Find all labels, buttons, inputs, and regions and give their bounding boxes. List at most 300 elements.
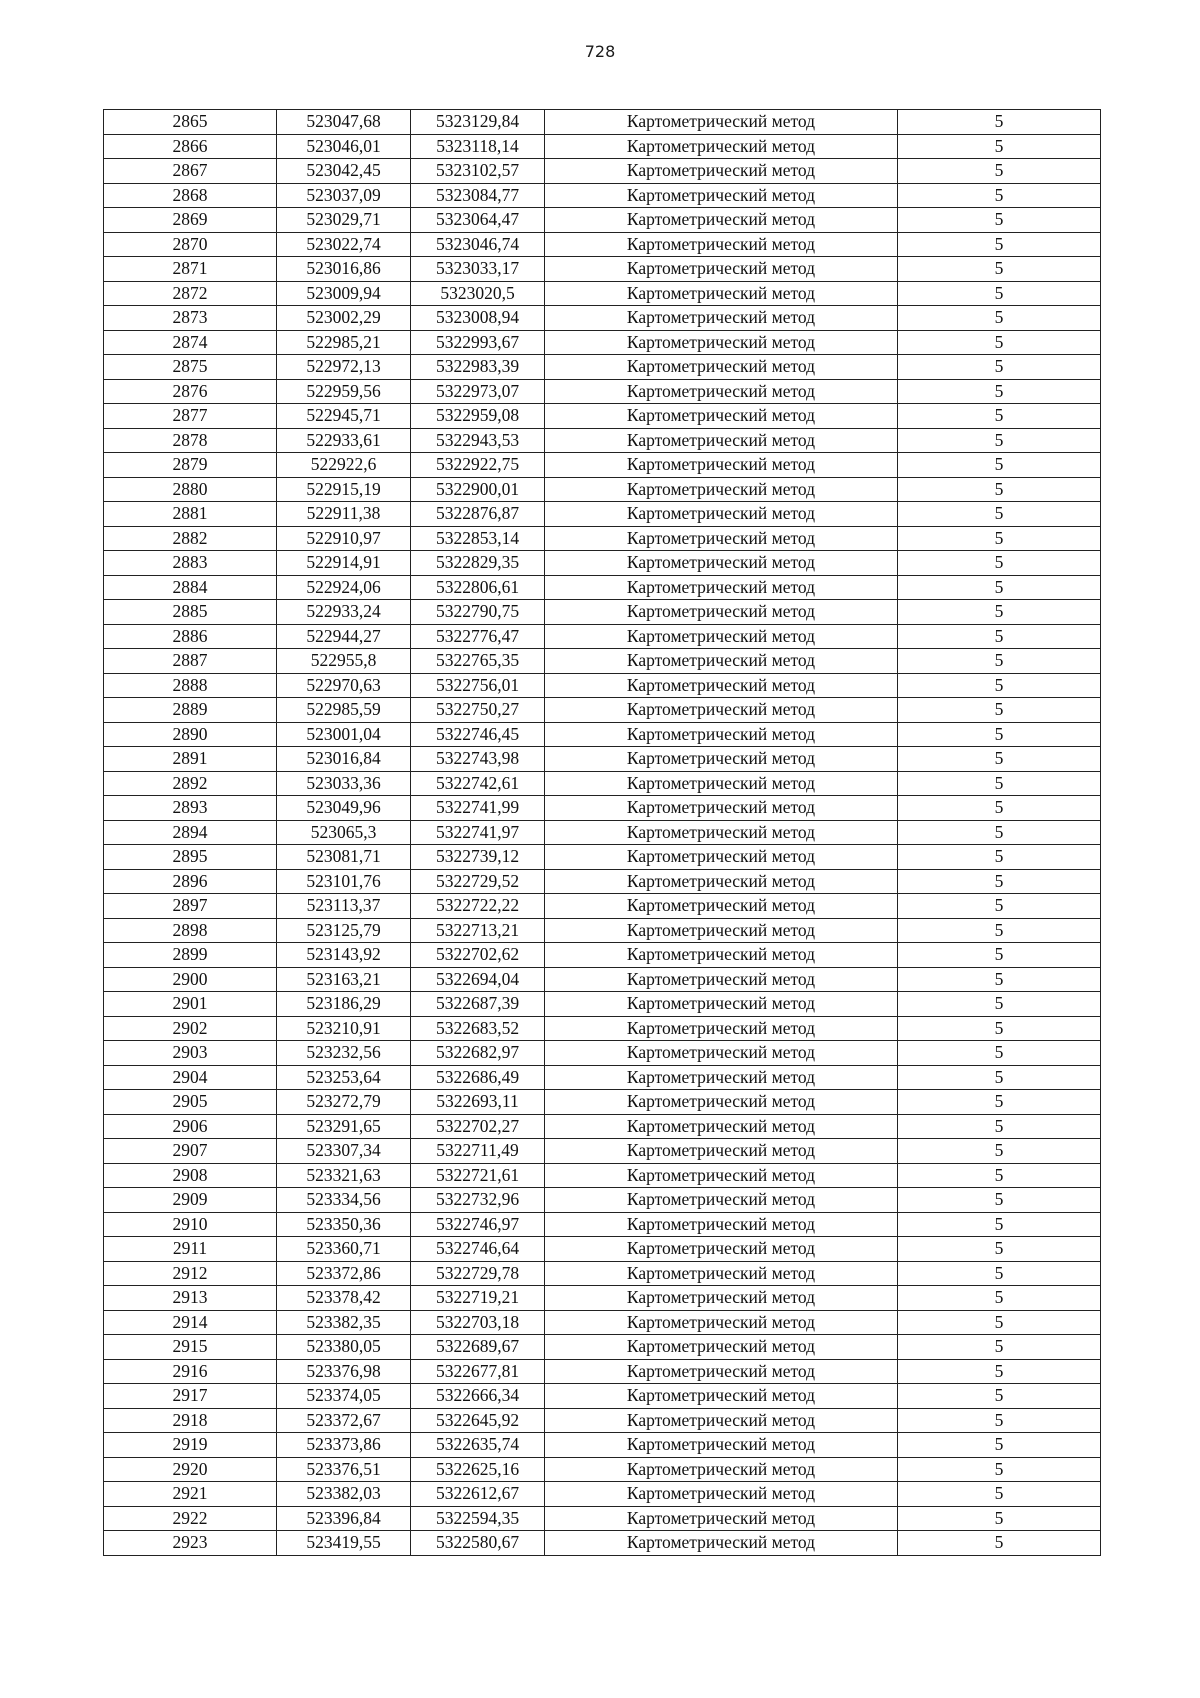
accuracy-cell: 5 bbox=[898, 379, 1101, 404]
accuracy-cell: 5 bbox=[898, 428, 1101, 453]
table-row bbox=[104, 1090, 1101, 1115]
method-cell: Картометрический метод bbox=[545, 281, 898, 306]
accuracy-cell: 5 bbox=[898, 943, 1101, 968]
x-coordinate-cell: 523350,36 bbox=[277, 1212, 411, 1237]
x-coordinate-cell: 523016,86 bbox=[277, 257, 411, 282]
table-row bbox=[104, 845, 1101, 870]
point-number-cell: 2880 bbox=[104, 477, 277, 502]
y-coordinate-cell: 5323064,47 bbox=[411, 208, 545, 233]
method-cell: Картометрический метод bbox=[545, 1139, 898, 1164]
accuracy-cell: 5 bbox=[898, 600, 1101, 625]
y-coordinate-cell: 5322703,18 bbox=[411, 1310, 545, 1335]
accuracy-cell: 5 bbox=[898, 1384, 1101, 1409]
table-row bbox=[104, 649, 1101, 674]
accuracy-cell: 5 bbox=[898, 1286, 1101, 1311]
y-coordinate-cell: 5322776,47 bbox=[411, 624, 545, 649]
y-coordinate-cell: 5322702,62 bbox=[411, 943, 545, 968]
coordinates-table bbox=[103, 109, 1101, 1556]
method-cell: Картометрический метод bbox=[545, 600, 898, 625]
method-cell: Картометрический метод bbox=[545, 747, 898, 772]
table-row bbox=[104, 1457, 1101, 1482]
table-row bbox=[104, 134, 1101, 159]
point-number-cell: 2892 bbox=[104, 771, 277, 796]
method-cell: Картометрический метод bbox=[545, 1384, 898, 1409]
y-coordinate-cell: 5322677,81 bbox=[411, 1359, 545, 1384]
method-cell: Картометрический метод bbox=[545, 453, 898, 478]
point-number-cell: 2911 bbox=[104, 1237, 277, 1262]
method-cell: Картометрический метод bbox=[545, 428, 898, 453]
table-row bbox=[104, 1286, 1101, 1311]
y-coordinate-cell: 5322732,96 bbox=[411, 1188, 545, 1213]
x-coordinate-cell: 523419,55 bbox=[277, 1531, 411, 1556]
x-coordinate-cell: 523029,71 bbox=[277, 208, 411, 233]
point-number-cell: 2888 bbox=[104, 673, 277, 698]
x-coordinate-cell: 523321,63 bbox=[277, 1163, 411, 1188]
method-cell: Картометрический метод bbox=[545, 183, 898, 208]
y-coordinate-cell: 5322686,49 bbox=[411, 1065, 545, 1090]
point-number-cell: 2870 bbox=[104, 232, 277, 257]
y-coordinate-cell: 5322756,01 bbox=[411, 673, 545, 698]
table-row bbox=[104, 208, 1101, 233]
table-row bbox=[104, 1114, 1101, 1139]
y-coordinate-cell: 5322722,22 bbox=[411, 894, 545, 919]
x-coordinate-cell: 523334,56 bbox=[277, 1188, 411, 1213]
table-row bbox=[104, 159, 1101, 184]
method-cell: Картометрический метод bbox=[545, 551, 898, 576]
y-coordinate-cell: 5322983,39 bbox=[411, 355, 545, 380]
point-number-cell: 2898 bbox=[104, 918, 277, 943]
x-coordinate-cell: 523049,96 bbox=[277, 796, 411, 821]
accuracy-cell: 5 bbox=[898, 967, 1101, 992]
table-row bbox=[104, 698, 1101, 723]
x-coordinate-cell: 523009,94 bbox=[277, 281, 411, 306]
x-coordinate-cell: 523186,29 bbox=[277, 992, 411, 1017]
x-coordinate-cell: 522933,61 bbox=[277, 428, 411, 453]
method-cell: Картометрический метод bbox=[545, 943, 898, 968]
y-coordinate-cell: 5322741,97 bbox=[411, 820, 545, 845]
point-number-cell: 2904 bbox=[104, 1065, 277, 1090]
point-number-cell: 2914 bbox=[104, 1310, 277, 1335]
y-coordinate-cell: 5323118,14 bbox=[411, 134, 545, 159]
accuracy-cell: 5 bbox=[898, 1237, 1101, 1262]
x-coordinate-cell: 523033,36 bbox=[277, 771, 411, 796]
point-number-cell: 2908 bbox=[104, 1163, 277, 1188]
point-number-cell: 2881 bbox=[104, 502, 277, 527]
method-cell: Картометрический метод bbox=[545, 208, 898, 233]
table-row bbox=[104, 1531, 1101, 1556]
method-cell: Картометрический метод bbox=[545, 134, 898, 159]
method-cell: Картометрический метод bbox=[545, 869, 898, 894]
point-number-cell: 2872 bbox=[104, 281, 277, 306]
x-coordinate-cell: 523037,09 bbox=[277, 183, 411, 208]
x-coordinate-cell: 523396,84 bbox=[277, 1506, 411, 1531]
table-row bbox=[104, 1482, 1101, 1507]
table-row bbox=[104, 918, 1101, 943]
x-coordinate-cell: 523113,37 bbox=[277, 894, 411, 919]
y-coordinate-cell: 5323020,5 bbox=[411, 281, 545, 306]
table-row bbox=[104, 992, 1101, 1017]
point-number-cell: 2923 bbox=[104, 1531, 277, 1556]
y-coordinate-cell: 5322687,39 bbox=[411, 992, 545, 1017]
point-number-cell: 2883 bbox=[104, 551, 277, 576]
accuracy-cell: 5 bbox=[898, 232, 1101, 257]
accuracy-cell: 5 bbox=[898, 1016, 1101, 1041]
x-coordinate-cell: 523022,74 bbox=[277, 232, 411, 257]
y-coordinate-cell: 5323046,74 bbox=[411, 232, 545, 257]
point-number-cell: 2896 bbox=[104, 869, 277, 894]
accuracy-cell: 5 bbox=[898, 698, 1101, 723]
table-row bbox=[104, 1359, 1101, 1384]
accuracy-cell: 5 bbox=[898, 771, 1101, 796]
point-number-cell: 2873 bbox=[104, 306, 277, 331]
y-coordinate-cell: 5323008,94 bbox=[411, 306, 545, 331]
method-cell: Картометрический метод bbox=[545, 404, 898, 429]
y-coordinate-cell: 5322922,75 bbox=[411, 453, 545, 478]
table-row bbox=[104, 1237, 1101, 1262]
point-number-cell: 2894 bbox=[104, 820, 277, 845]
x-coordinate-cell: 523307,34 bbox=[277, 1139, 411, 1164]
table-row bbox=[104, 232, 1101, 257]
table-body bbox=[104, 110, 1101, 1556]
accuracy-cell: 5 bbox=[898, 355, 1101, 380]
y-coordinate-cell: 5322973,07 bbox=[411, 379, 545, 404]
page-number: 728 bbox=[584, 42, 616, 61]
y-coordinate-cell: 5323102,57 bbox=[411, 159, 545, 184]
x-coordinate-cell: 523143,92 bbox=[277, 943, 411, 968]
y-coordinate-cell: 5322729,78 bbox=[411, 1261, 545, 1286]
method-cell: Картометрический метод bbox=[545, 1506, 898, 1531]
method-cell: Картометрический метод bbox=[545, 330, 898, 355]
point-number-cell: 2867 bbox=[104, 159, 277, 184]
accuracy-cell: 5 bbox=[898, 673, 1101, 698]
accuracy-cell: 5 bbox=[898, 1188, 1101, 1213]
point-number-cell: 2913 bbox=[104, 1286, 277, 1311]
y-coordinate-cell: 5323084,77 bbox=[411, 183, 545, 208]
table-row bbox=[104, 330, 1101, 355]
table-row bbox=[104, 869, 1101, 894]
method-cell: Картометрический метод bbox=[545, 771, 898, 796]
y-coordinate-cell: 5322645,92 bbox=[411, 1408, 545, 1433]
table-row bbox=[104, 575, 1101, 600]
accuracy-cell: 5 bbox=[898, 649, 1101, 674]
x-coordinate-cell: 523232,56 bbox=[277, 1041, 411, 1066]
method-cell: Картометрический метод bbox=[545, 355, 898, 380]
x-coordinate-cell: 523382,03 bbox=[277, 1482, 411, 1507]
table-row bbox=[104, 1310, 1101, 1335]
x-coordinate-cell: 523372,67 bbox=[277, 1408, 411, 1433]
accuracy-cell: 5 bbox=[898, 257, 1101, 282]
x-coordinate-cell: 523372,86 bbox=[277, 1261, 411, 1286]
method-cell: Картометрический метод bbox=[545, 1433, 898, 1458]
x-coordinate-cell: 523042,45 bbox=[277, 159, 411, 184]
accuracy-cell: 5 bbox=[898, 575, 1101, 600]
table-row bbox=[104, 428, 1101, 453]
method-cell: Картометрический метод bbox=[545, 1286, 898, 1311]
point-number-cell: 2916 bbox=[104, 1359, 277, 1384]
accuracy-cell: 5 bbox=[898, 1335, 1101, 1360]
method-cell: Картометрический метод bbox=[545, 918, 898, 943]
table-row bbox=[104, 1384, 1101, 1409]
table-row bbox=[104, 1261, 1101, 1286]
y-coordinate-cell: 5322959,08 bbox=[411, 404, 545, 429]
x-coordinate-cell: 523210,91 bbox=[277, 1016, 411, 1041]
point-number-cell: 2921 bbox=[104, 1482, 277, 1507]
point-number-cell: 2922 bbox=[104, 1506, 277, 1531]
method-cell: Картометрический метод bbox=[545, 1212, 898, 1237]
point-number-cell: 2902 bbox=[104, 1016, 277, 1041]
y-coordinate-cell: 5322806,61 bbox=[411, 575, 545, 600]
method-cell: Картометрический метод bbox=[545, 502, 898, 527]
accuracy-cell: 5 bbox=[898, 1065, 1101, 1090]
method-cell: Картометрический метод bbox=[545, 1016, 898, 1041]
accuracy-cell: 5 bbox=[898, 1531, 1101, 1556]
point-number-cell: 2907 bbox=[104, 1139, 277, 1164]
y-coordinate-cell: 5322689,67 bbox=[411, 1335, 545, 1360]
method-cell: Картометрический метод bbox=[545, 159, 898, 184]
x-coordinate-cell: 523253,64 bbox=[277, 1065, 411, 1090]
x-coordinate-cell: 522945,71 bbox=[277, 404, 411, 429]
method-cell: Картометрический метод bbox=[545, 1041, 898, 1066]
method-cell: Картометрический метод bbox=[545, 1237, 898, 1262]
method-cell: Картометрический метод bbox=[545, 796, 898, 821]
table-row bbox=[104, 526, 1101, 551]
method-cell: Картометрический метод bbox=[545, 1482, 898, 1507]
method-cell: Картометрический метод bbox=[545, 379, 898, 404]
accuracy-cell: 5 bbox=[898, 845, 1101, 870]
point-number-cell: 2877 bbox=[104, 404, 277, 429]
y-coordinate-cell: 5322702,27 bbox=[411, 1114, 545, 1139]
x-coordinate-cell: 523376,51 bbox=[277, 1457, 411, 1482]
accuracy-cell: 5 bbox=[898, 330, 1101, 355]
point-number-cell: 2910 bbox=[104, 1212, 277, 1237]
x-coordinate-cell: 523291,65 bbox=[277, 1114, 411, 1139]
point-number-cell: 2866 bbox=[104, 134, 277, 159]
point-number-cell: 2869 bbox=[104, 208, 277, 233]
y-coordinate-cell: 5322666,34 bbox=[411, 1384, 545, 1409]
table-row bbox=[104, 551, 1101, 576]
accuracy-cell: 5 bbox=[898, 208, 1101, 233]
accuracy-cell: 5 bbox=[898, 796, 1101, 821]
table-row bbox=[104, 110, 1101, 135]
point-number-cell: 2917 bbox=[104, 1384, 277, 1409]
method-cell: Картометрический метод bbox=[545, 1090, 898, 1115]
x-coordinate-cell: 523125,79 bbox=[277, 918, 411, 943]
point-number-cell: 2887 bbox=[104, 649, 277, 674]
method-cell: Картометрический метод bbox=[545, 1335, 898, 1360]
y-coordinate-cell: 5322682,97 bbox=[411, 1041, 545, 1066]
point-number-cell: 2882 bbox=[104, 526, 277, 551]
point-number-cell: 2912 bbox=[104, 1261, 277, 1286]
point-number-cell: 2878 bbox=[104, 428, 277, 453]
table-row bbox=[104, 477, 1101, 502]
accuracy-cell: 5 bbox=[898, 306, 1101, 331]
point-number-cell: 2919 bbox=[104, 1433, 277, 1458]
point-number-cell: 2868 bbox=[104, 183, 277, 208]
point-number-cell: 2884 bbox=[104, 575, 277, 600]
method-cell: Картометрический метод bbox=[545, 1188, 898, 1213]
method-cell: Картометрический метод bbox=[545, 232, 898, 257]
accuracy-cell: 5 bbox=[898, 1359, 1101, 1384]
x-coordinate-cell: 522970,63 bbox=[277, 673, 411, 698]
table-row bbox=[104, 257, 1101, 282]
point-number-cell: 2893 bbox=[104, 796, 277, 821]
accuracy-cell: 5 bbox=[898, 404, 1101, 429]
table-row bbox=[104, 1041, 1101, 1066]
x-coordinate-cell: 522955,8 bbox=[277, 649, 411, 674]
accuracy-cell: 5 bbox=[898, 1408, 1101, 1433]
accuracy-cell: 5 bbox=[898, 477, 1101, 502]
x-coordinate-cell: 522910,97 bbox=[277, 526, 411, 551]
accuracy-cell: 5 bbox=[898, 869, 1101, 894]
y-coordinate-cell: 5322612,67 bbox=[411, 1482, 545, 1507]
y-coordinate-cell: 5322876,87 bbox=[411, 502, 545, 527]
point-number-cell: 2909 bbox=[104, 1188, 277, 1213]
y-coordinate-cell: 5322900,01 bbox=[411, 477, 545, 502]
method-cell: Картометрический метод bbox=[545, 1065, 898, 1090]
table-row bbox=[104, 943, 1101, 968]
method-cell: Картометрический метод bbox=[545, 257, 898, 282]
table-row bbox=[104, 1163, 1101, 1188]
method-cell: Картометрический метод bbox=[545, 673, 898, 698]
x-coordinate-cell: 523380,05 bbox=[277, 1335, 411, 1360]
y-coordinate-cell: 5322853,14 bbox=[411, 526, 545, 551]
x-coordinate-cell: 522985,21 bbox=[277, 330, 411, 355]
point-number-cell: 2897 bbox=[104, 894, 277, 919]
table-row bbox=[104, 1433, 1101, 1458]
table-row bbox=[104, 355, 1101, 380]
point-number-cell: 2879 bbox=[104, 453, 277, 478]
table-row bbox=[104, 722, 1101, 747]
accuracy-cell: 5 bbox=[898, 1310, 1101, 1335]
y-coordinate-cell: 5322694,04 bbox=[411, 967, 545, 992]
method-cell: Картометрический метод bbox=[545, 1261, 898, 1286]
y-coordinate-cell: 5322729,52 bbox=[411, 869, 545, 894]
method-cell: Картометрический метод bbox=[545, 477, 898, 502]
method-cell: Картометрический метод bbox=[545, 1163, 898, 1188]
y-coordinate-cell: 5322711,49 bbox=[411, 1139, 545, 1164]
table-row bbox=[104, 624, 1101, 649]
table-row bbox=[104, 600, 1101, 625]
x-coordinate-cell: 523046,01 bbox=[277, 134, 411, 159]
y-coordinate-cell: 5322683,52 bbox=[411, 1016, 545, 1041]
table-row bbox=[104, 183, 1101, 208]
y-coordinate-cell: 5322742,61 bbox=[411, 771, 545, 796]
method-cell: Картометрический метод bbox=[545, 1531, 898, 1556]
x-coordinate-cell: 522924,06 bbox=[277, 575, 411, 600]
method-cell: Картометрический метод bbox=[545, 1457, 898, 1482]
point-number-cell: 2890 bbox=[104, 722, 277, 747]
x-coordinate-cell: 523065,3 bbox=[277, 820, 411, 845]
accuracy-cell: 5 bbox=[898, 1506, 1101, 1531]
x-coordinate-cell: 522914,91 bbox=[277, 551, 411, 576]
point-number-cell: 2889 bbox=[104, 698, 277, 723]
y-coordinate-cell: 5322721,61 bbox=[411, 1163, 545, 1188]
x-coordinate-cell: 523360,71 bbox=[277, 1237, 411, 1262]
x-coordinate-cell: 522933,24 bbox=[277, 600, 411, 625]
point-number-cell: 2886 bbox=[104, 624, 277, 649]
table-row bbox=[104, 894, 1101, 919]
accuracy-cell: 5 bbox=[898, 110, 1101, 135]
table-row bbox=[104, 1139, 1101, 1164]
accuracy-cell: 5 bbox=[898, 551, 1101, 576]
accuracy-cell: 5 bbox=[898, 1482, 1101, 1507]
x-coordinate-cell: 523272,79 bbox=[277, 1090, 411, 1115]
y-coordinate-cell: 5322829,35 bbox=[411, 551, 545, 576]
accuracy-cell: 5 bbox=[898, 747, 1101, 772]
y-coordinate-cell: 5322790,75 bbox=[411, 600, 545, 625]
accuracy-cell: 5 bbox=[898, 1090, 1101, 1115]
accuracy-cell: 5 bbox=[898, 526, 1101, 551]
point-number-cell: 2885 bbox=[104, 600, 277, 625]
accuracy-cell: 5 bbox=[898, 1212, 1101, 1237]
table-row bbox=[104, 1408, 1101, 1433]
point-number-cell: 2865 bbox=[104, 110, 277, 135]
y-coordinate-cell: 5323129,84 bbox=[411, 110, 545, 135]
y-coordinate-cell: 5322993,67 bbox=[411, 330, 545, 355]
table-row bbox=[104, 281, 1101, 306]
method-cell: Картометрический метод bbox=[545, 1114, 898, 1139]
accuracy-cell: 5 bbox=[898, 624, 1101, 649]
y-coordinate-cell: 5322594,35 bbox=[411, 1506, 545, 1531]
x-coordinate-cell: 522915,19 bbox=[277, 477, 411, 502]
accuracy-cell: 5 bbox=[898, 1041, 1101, 1066]
accuracy-cell: 5 bbox=[898, 722, 1101, 747]
x-coordinate-cell: 522944,27 bbox=[277, 624, 411, 649]
y-coordinate-cell: 5322625,16 bbox=[411, 1457, 545, 1482]
method-cell: Картометрический метод bbox=[545, 624, 898, 649]
x-coordinate-cell: 523002,29 bbox=[277, 306, 411, 331]
x-coordinate-cell: 523374,05 bbox=[277, 1384, 411, 1409]
method-cell: Картометрический метод bbox=[545, 820, 898, 845]
y-coordinate-cell: 5322719,21 bbox=[411, 1286, 545, 1311]
y-coordinate-cell: 5322746,97 bbox=[411, 1212, 545, 1237]
table-row bbox=[104, 502, 1101, 527]
table-row bbox=[104, 771, 1101, 796]
method-cell: Картометрический метод bbox=[545, 845, 898, 870]
y-coordinate-cell: 5322765,35 bbox=[411, 649, 545, 674]
table-row bbox=[104, 796, 1101, 821]
accuracy-cell: 5 bbox=[898, 820, 1101, 845]
x-coordinate-cell: 523378,42 bbox=[277, 1286, 411, 1311]
point-number-cell: 2900 bbox=[104, 967, 277, 992]
x-coordinate-cell: 522959,56 bbox=[277, 379, 411, 404]
table-row bbox=[104, 1506, 1101, 1531]
point-number-cell: 2906 bbox=[104, 1114, 277, 1139]
accuracy-cell: 5 bbox=[898, 1433, 1101, 1458]
y-coordinate-cell: 5322713,21 bbox=[411, 918, 545, 943]
x-coordinate-cell: 522922,6 bbox=[277, 453, 411, 478]
accuracy-cell: 5 bbox=[898, 159, 1101, 184]
table-row bbox=[104, 1335, 1101, 1360]
accuracy-cell: 5 bbox=[898, 1139, 1101, 1164]
table-row bbox=[104, 1188, 1101, 1213]
accuracy-cell: 5 bbox=[898, 918, 1101, 943]
x-coordinate-cell: 523163,21 bbox=[277, 967, 411, 992]
accuracy-cell: 5 bbox=[898, 992, 1101, 1017]
method-cell: Картометрический метод bbox=[545, 967, 898, 992]
point-number-cell: 2876 bbox=[104, 379, 277, 404]
table-row bbox=[104, 453, 1101, 478]
x-coordinate-cell: 523382,35 bbox=[277, 1310, 411, 1335]
table-row bbox=[104, 379, 1101, 404]
table-row bbox=[104, 673, 1101, 698]
y-coordinate-cell: 5322739,12 bbox=[411, 845, 545, 870]
table-row bbox=[104, 1212, 1101, 1237]
method-cell: Картометрический метод bbox=[545, 575, 898, 600]
method-cell: Картометрический метод bbox=[545, 649, 898, 674]
y-coordinate-cell: 5322693,11 bbox=[411, 1090, 545, 1115]
x-coordinate-cell: 523001,04 bbox=[277, 722, 411, 747]
